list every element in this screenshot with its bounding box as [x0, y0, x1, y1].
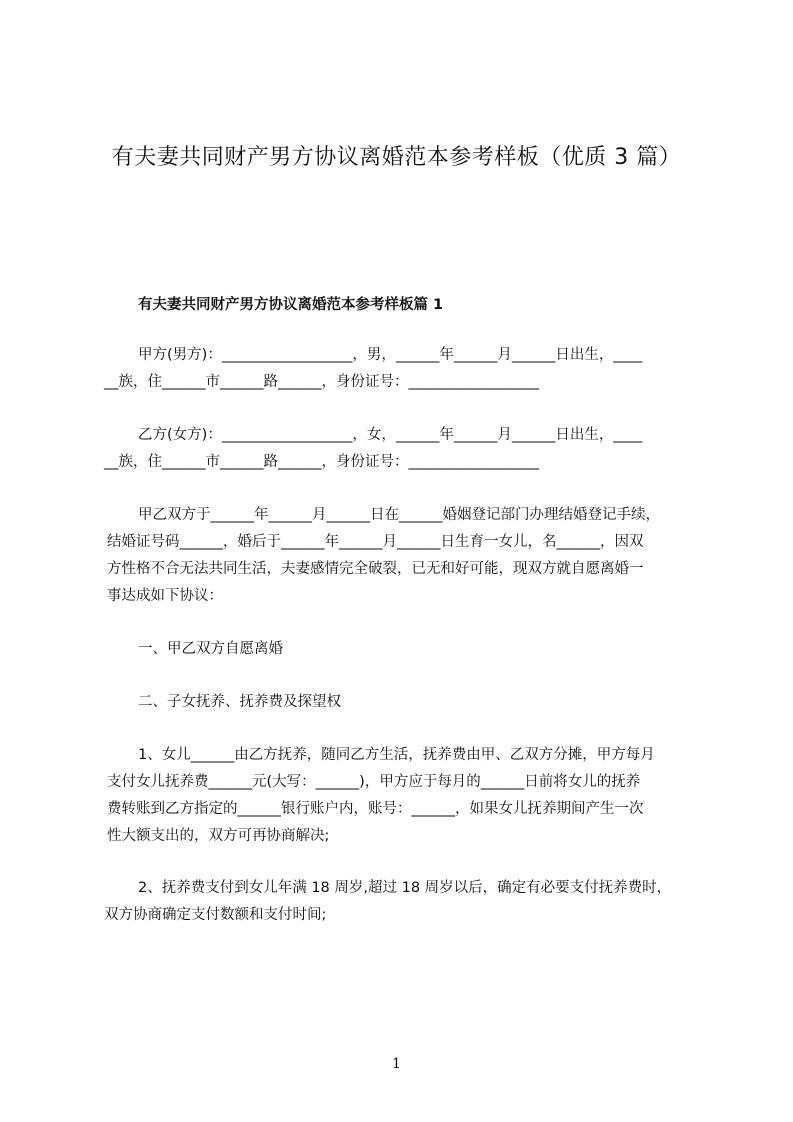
paragraph-line: 甲乙双方于______年______月______日在______婚姻登记部门办理结婚登记手续，	[138, 507, 660, 523]
clause-1: 一、甲乙双方自愿离婚	[138, 641, 283, 657]
paragraph-line: 性大额支出的，双方可再协商解决;	[107, 828, 330, 844]
paragraph-line: __族，住______市______路______，身份证号：__________________	[104, 374, 539, 390]
paragraph-line: 结婚证号码______，婚后于______年______月______日生育一女儿，名______，因双	[107, 534, 644, 550]
paragraph-line: 支付女儿抚养费______元(大写：______)，甲方应于每月的______日前将女儿的抚养	[107, 774, 641, 790]
paragraph-line: 乙方(女方)：__________________，女，______年______月______日出生，____	[138, 427, 643, 443]
clause-2: 二、子女抚养、抚养费及探望权	[138, 694, 341, 710]
paragraph-line: 双方协商确定支付数额和支付时间;	[104, 907, 327, 923]
paragraph-line: 甲方(男方)：__________________，男，______年______月______日出生，____	[138, 347, 643, 363]
paragraph-line: 2、抚养费支付到女儿年满 18 周岁,超过 18 周岁以后，确定有必要支付抚养费时，	[138, 880, 672, 896]
section-title: 有夫妻共同财产男方协议离婚范本参考样板篇 1	[138, 297, 444, 313]
paragraph-line: 费转账到乙方指定的______银行账户内，账号：______，如果女儿抚养期间产生一次	[107, 801, 644, 817]
paragraph-line: 事达成如下协议：	[107, 588, 223, 604]
page-number: 1	[392, 1056, 401, 1072]
paragraph-line: __族，住______市______路______，身份证号：__________________	[104, 454, 539, 470]
paragraph-line: 1、女儿______由乙方抚养，随同乙方生活，抚养费由甲、乙双方分摊，甲方每月	[138, 747, 655, 763]
paragraph-line: 方性格不合无法共同生活，夫妻感情完全破裂，已无和好可能，现双方就自愿离婚一	[107, 561, 644, 577]
document-title: 有夫妻共同财产男方协议离婚范本参考样板（优质 3 篇）	[111, 145, 682, 170]
